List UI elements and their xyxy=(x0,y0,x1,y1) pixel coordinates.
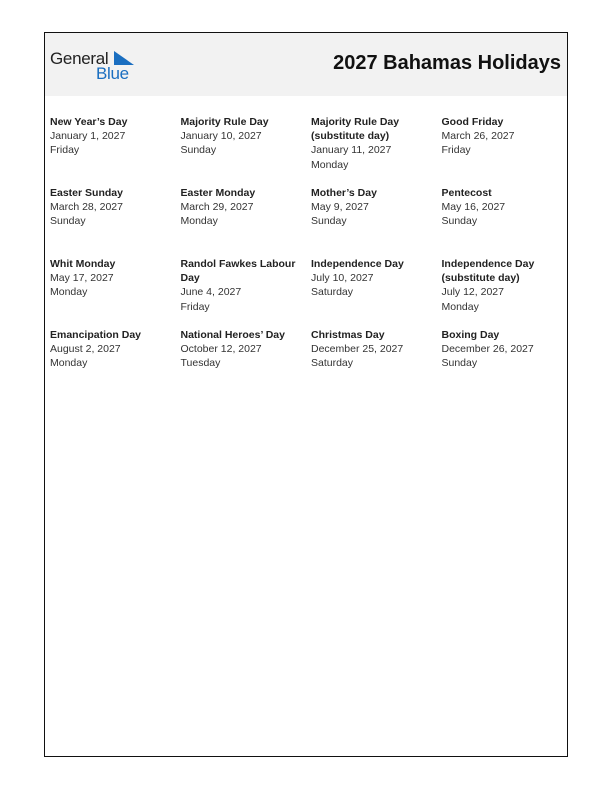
holiday-weekday: Monday xyxy=(311,158,349,171)
holiday-name: Whit Monday xyxy=(50,258,116,270)
holiday-date: May 16, 2027 xyxy=(441,201,506,214)
holiday-date: June 4, 2027 xyxy=(180,286,242,299)
holiday-name: Majority Rule Day (substitute day) xyxy=(311,116,400,143)
holiday-entry xyxy=(442,186,570,257)
holiday-name: Majority Rule Day xyxy=(180,116,269,128)
holiday-name: Easter Monday xyxy=(180,187,256,199)
holiday-date: July 12, 2027 xyxy=(441,286,504,299)
holiday-name: Good Friday xyxy=(441,116,504,128)
page-header xyxy=(45,33,567,96)
holiday-entry xyxy=(442,115,570,186)
holiday-date: July 10, 2027 xyxy=(311,272,374,285)
holiday-date: December 26, 2027 xyxy=(441,343,534,356)
holiday-weekday: Sunday xyxy=(441,357,478,370)
holiday-entry xyxy=(50,115,181,186)
holiday-weekday: Sunday xyxy=(311,215,347,228)
holiday-weekday: Monday xyxy=(50,357,88,370)
holiday-weekday: Sunday xyxy=(441,215,478,228)
holiday-name: Pentecost xyxy=(441,187,492,199)
logo-blue-text: Blue xyxy=(96,64,129,83)
holiday-date: January 10, 2027 xyxy=(180,130,262,143)
holiday-date: January 11, 2027 xyxy=(311,144,392,157)
holiday-weekday: Friday xyxy=(441,144,471,157)
holiday-weekday: Monday xyxy=(50,286,88,299)
logo-general-text: General xyxy=(50,49,109,68)
holiday-entry xyxy=(442,328,570,399)
holiday-entry xyxy=(311,186,442,257)
holiday-name: Randol Fawkes Labour Day xyxy=(180,258,296,285)
holiday-entry xyxy=(181,328,312,399)
holiday-entry xyxy=(50,257,181,328)
calendar-page xyxy=(44,32,568,757)
holiday-name: New Year’s Day xyxy=(50,116,128,128)
holiday-weekday: Saturday xyxy=(311,357,354,370)
holiday-date: October 12, 2027 xyxy=(180,343,262,356)
holiday-weekday: Sunday xyxy=(50,215,86,228)
holiday-weekday: Sunday xyxy=(180,144,217,157)
page-title: 2027 Bahamas Holidays xyxy=(333,52,561,74)
holiday-date: March 29, 2027 xyxy=(180,201,254,214)
holiday-entry xyxy=(50,186,181,257)
holiday-weekday: Monday xyxy=(180,215,218,228)
holiday-entry xyxy=(442,257,570,328)
holiday-weekday: Saturday xyxy=(311,286,354,299)
holiday-weekday: Monday xyxy=(441,300,479,313)
holiday-weekday: Friday xyxy=(50,144,80,157)
holiday-weekday: Tuesday xyxy=(180,357,221,370)
holiday-entry xyxy=(311,328,442,399)
holiday-date: January 1, 2027 xyxy=(50,130,126,143)
holiday-name: Mother’s Day xyxy=(311,187,377,199)
holiday-name: Independence Day (substitute day) xyxy=(441,258,535,285)
holiday-date: May 9, 2027 xyxy=(311,201,369,214)
holiday-date: March 26, 2027 xyxy=(441,130,515,143)
holiday-date: March 28, 2027 xyxy=(50,201,123,214)
holiday-entry xyxy=(311,257,442,328)
holiday-name: Boxing Day xyxy=(441,329,500,341)
holiday-name: Independence Day xyxy=(311,258,404,270)
holiday-name: Easter Sunday xyxy=(50,187,123,199)
holiday-entry xyxy=(181,257,312,328)
holiday-name: Emancipation Day xyxy=(50,329,142,341)
holiday-entry xyxy=(181,115,312,186)
holiday-name: National Heroes’ Day xyxy=(180,329,285,341)
holiday-entry xyxy=(311,115,442,186)
generalblue-logo xyxy=(50,49,140,83)
holiday-entry xyxy=(50,328,181,399)
holiday-date: August 2, 2027 xyxy=(50,343,121,356)
holiday-date: December 25, 2027 xyxy=(311,343,404,356)
holiday-grid xyxy=(50,115,570,399)
holiday-entry xyxy=(181,186,312,257)
holiday-weekday: Friday xyxy=(180,300,210,313)
holiday-date: May 17, 2027 xyxy=(50,272,114,285)
holiday-name: Christmas Day xyxy=(311,329,385,341)
